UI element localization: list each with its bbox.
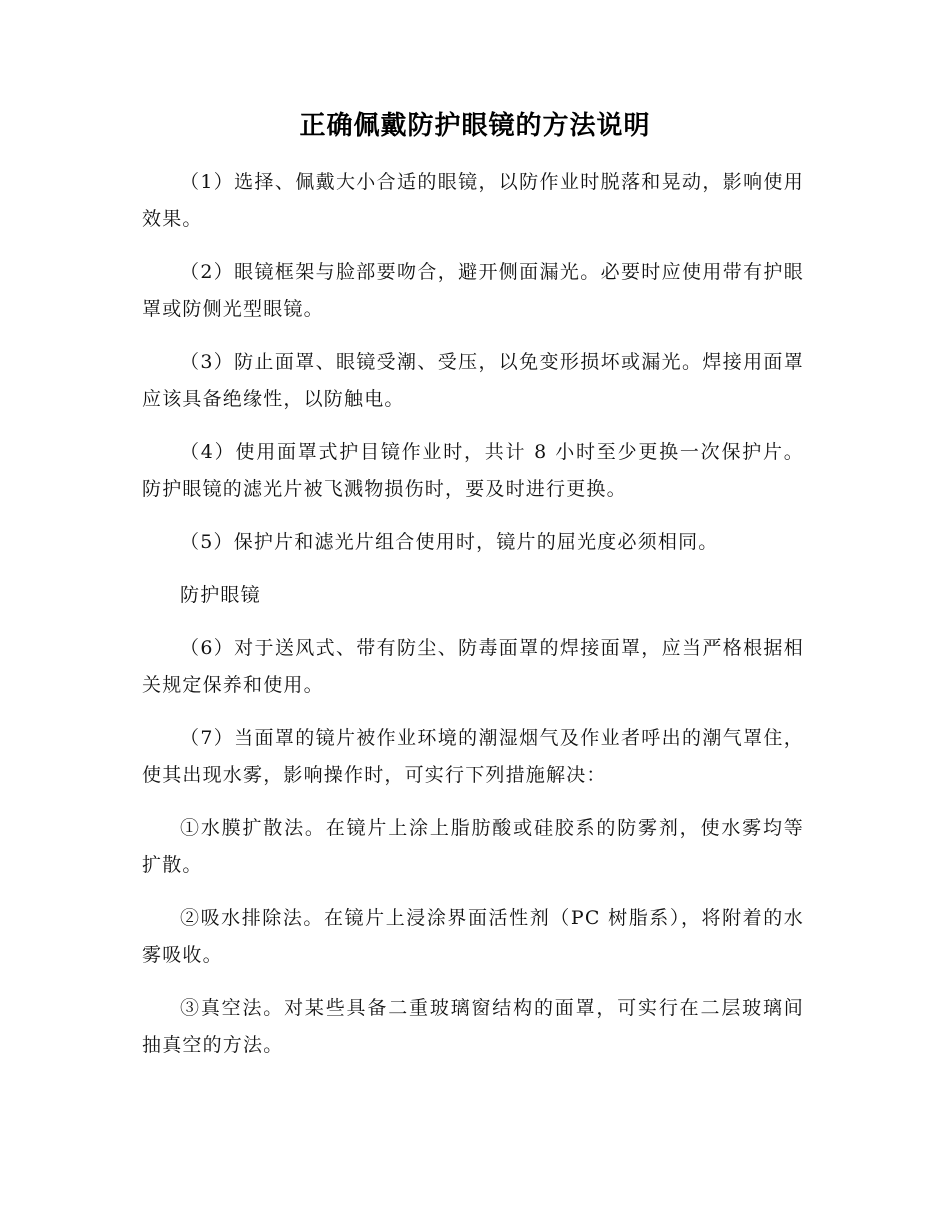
paragraph-method-1: ①水膜扩散法。在镜片上涂上脂肪酸或硅胶系的防雾剂，使水雾均等扩散。 xyxy=(142,817,804,876)
paragraph-7: （7）当面罩的镜片被作业环境的潮湿烟气及作业者呼出的潮气罩住，使其出现水雾，影响操作时，可实行下列措施解决： xyxy=(142,727,804,786)
document-title: 正确佩戴防护眼镜的方法说明 xyxy=(299,111,651,141)
paragraph-1: （1）选择、佩戴大小合适的眼镜，以防作业时脱落和晃动，影响使用效果。 xyxy=(142,171,804,230)
paragraph-method-3: ③真空法。对某些具备二重玻璃窗结构的面罩，可实行在二层玻璃间抽真空的方法。 xyxy=(142,997,804,1056)
paragraph-3: （3）防止面罩、眼镜受潮、受压，以免变形损坏或漏光。焊接用面罩应该具备绝缘性，以防触电。 xyxy=(142,351,804,410)
paragraph-method-2: ②吸水排除法。在镜片上浸涂界面活性剂（PC 树脂系），将附着的水雾吸收。 xyxy=(142,907,804,966)
paragraph-2: （2）眼镜框架与脸部要吻合，避开侧面漏光。必要时应使用带有护眼罩或防侧光型眼镜。 xyxy=(142,261,804,320)
paragraph-image-caption: 防护眼镜 xyxy=(180,584,261,606)
paragraph-4: （4）使用面罩式护目镜作业时，共计 8 小时至少更换一次保护片。防护眼镜的滤光片被飞溅物损伤时，要及时进行更换。 xyxy=(142,441,804,500)
paragraph-6: （6）对于送风式、带有防尘、防毒面罩的焊接面罩，应当严格根据相关规定保养和使用。 xyxy=(142,637,804,696)
paragraph-5: （5）保护片和滤光片组合使用时，镜片的屈光度必须相同。 xyxy=(180,531,719,553)
document-body xyxy=(142,164,804,1080)
